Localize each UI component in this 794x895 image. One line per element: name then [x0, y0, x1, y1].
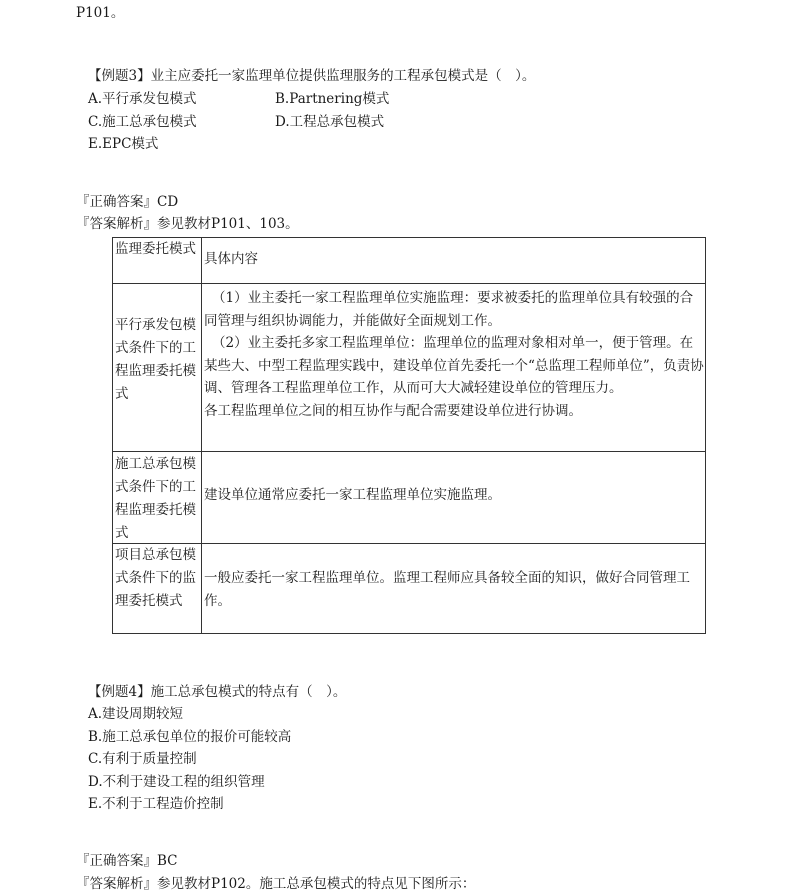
question-4-stem: 【例题4】施工总承包模式的特点有（ ）。 — [88, 684, 347, 700]
question-3-option-d: D.工程总承包模式 — [275, 114, 385, 130]
question-3-answer: 『正确答案』CD — [76, 194, 179, 210]
table-row-divider — [113, 543, 705, 544]
question-4-option-a: A.建设周期较短 — [88, 706, 184, 722]
question-4-option-b: B.施工总承包单位的报价可能较高 — [88, 729, 292, 745]
question-3-option-c: C.施工总承包模式 — [88, 114, 197, 130]
supervision-mode-table — [112, 237, 706, 634]
table-row-1-para-3: 各工程监理单位之间的相互协作与配合需要建设单位进行协调。 — [204, 402, 582, 419]
question-4-option-d: D.不利于建设工程的组织管理 — [88, 774, 265, 790]
table-row-divider — [113, 451, 705, 452]
table-row-1-mode: 平行承发包模式条件下的工程监理委托模式 — [115, 317, 196, 402]
question-3-analysis: 『答案解析』参见教材P101、103。 — [76, 216, 299, 232]
question-4-answer: 『正确答案』BC — [76, 853, 178, 869]
table-row-divider — [113, 283, 705, 284]
table-row-2-content: 建设单位通常应委托一家工程监理单位实施监理。 — [204, 487, 501, 503]
table-row-1-para-2: （2）业主委托多家工程监理单位：监理单位的监理对象相对单一，便于管理。在某些大、中型工程监理实践中，建设单位首先委托一个“总监理工程师单位”，负责协调、管理各工程监理单位工作，从而可大大减轻建设单位的管理压力。 — [204, 335, 704, 396]
question-4-option-c: C.有利于质量控制 — [88, 751, 197, 767]
question-3-option-e: E.EPC模式 — [88, 136, 159, 152]
table-column-divider — [201, 238, 202, 633]
table-row-3-mode: 项目总承包模式条件下的监理委托模式 — [115, 547, 196, 609]
table-header-mode: 监理委托模式 — [115, 241, 196, 257]
question-3-option-a: A.平行承发包模式 — [88, 91, 197, 107]
table-row-1-content — [204, 287, 704, 422]
page-reference: P101。 — [76, 5, 125, 21]
question-4-option-e: E.不利于工程造价控制 — [88, 796, 224, 812]
question-3-stem: 【例题3】业主应委托一家监理单位提供监理服务的工程承包模式是（ ）。 — [88, 68, 536, 84]
table-header-content: 具体内容 — [204, 251, 258, 267]
table-row-1-para-1: （1）业主委托一家工程监理单位实施监理：要求被委托的监理单位具有较强的合同管理与组织协调能力，并能做好全面规划工作。 — [204, 290, 694, 329]
question-4-analysis: 『答案解析』参见教材P102。施工总承包模式的特点见下图所示： — [76, 876, 476, 892]
table-row-3-content: 一般应委托一家工程监理单位。监理工程师应具备较全面的知识，做好合同管理工作。 — [204, 570, 690, 609]
question-3-option-b: B.Partnering模式 — [275, 91, 390, 107]
table-row-2-mode: 施工总承包模式条件下的工程监理委托模式 — [115, 456, 196, 541]
